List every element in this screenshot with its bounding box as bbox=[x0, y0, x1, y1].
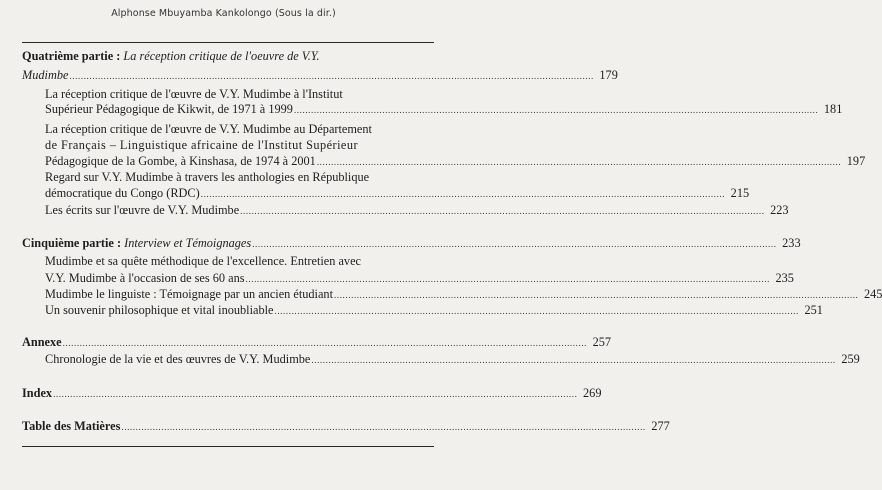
toc-entry bbox=[45, 203, 789, 218]
toc-entry-line: Supérieur Pédagogique de Kikwit, de 1971 à 1999 bbox=[45, 102, 293, 116]
index-page: 269 bbox=[583, 386, 602, 400]
toc-entry bbox=[45, 102, 843, 117]
annexe-page: 257 bbox=[592, 335, 612, 349]
part5-heading bbox=[22, 236, 801, 251]
leader-dots bbox=[121, 420, 645, 434]
toc-entry bbox=[45, 271, 794, 286]
leader-dots bbox=[53, 387, 577, 401]
part5-separator: : bbox=[113, 236, 125, 250]
toc-entry bbox=[45, 303, 823, 318]
leader-dots bbox=[246, 272, 770, 286]
top-rule bbox=[22, 42, 434, 43]
toc-entry-page: 235 bbox=[775, 271, 794, 285]
toc-entry-page: 251 bbox=[804, 303, 823, 317]
toc-entry-line: V.Y. Mudimbe à l'occasion de ses 60 ans bbox=[45, 271, 245, 285]
part4-heading-line1 bbox=[22, 49, 320, 63]
leader-dots bbox=[334, 288, 858, 302]
toc-entry-line: Mudimbe le linguiste : Témoignage par un ancien étudiant bbox=[45, 287, 333, 301]
part5-title: Interview et Témoignages bbox=[124, 236, 252, 250]
part4-heading-line2 bbox=[22, 68, 618, 83]
toc-entry bbox=[45, 186, 750, 201]
toc-entry-page: 245 bbox=[863, 287, 882, 301]
toc-entry-line: Les écrits sur l'œuvre de V.Y. Mudimbe bbox=[45, 203, 240, 217]
toc-entry-line: La réception critique de l'œuvre de V.Y. Mudimbe au Département bbox=[45, 122, 372, 136]
toc-entry-page: 181 bbox=[823, 102, 843, 116]
leader-dots bbox=[63, 336, 587, 350]
toc-entry-line: Un souvenir philosophique et vital inoubliable bbox=[45, 303, 274, 317]
leader-dots bbox=[240, 204, 764, 218]
part4-label: Quatrième partie bbox=[22, 49, 114, 63]
table-label: Table des Matières bbox=[22, 419, 121, 433]
table-page: 277 bbox=[651, 419, 670, 433]
bottom-rule bbox=[22, 446, 434, 447]
toc-entry-line: Mudimbe et sa quête méthodique de l'excellence. Entretien avec bbox=[45, 254, 361, 268]
leader-dots bbox=[311, 353, 835, 367]
part5-label: Cinquième partie bbox=[22, 236, 114, 250]
running-header: Alphonse Mbuyamba Kankolongo (Sous la dir.) bbox=[111, 8, 336, 19]
toc-entry-page: 197 bbox=[846, 154, 866, 168]
leader-dots bbox=[69, 69, 593, 83]
toc-entry bbox=[45, 154, 866, 169]
table-heading bbox=[22, 419, 670, 434]
toc-entry-line: Regard sur V.Y. Mudimbe à travers les anthologies en République bbox=[45, 170, 370, 184]
toc-entry-line: Pédagogique de la Gombe, à Kinshasa, de 1974 à 2001 bbox=[45, 154, 316, 168]
leader-dots bbox=[317, 155, 841, 169]
part4-title-line1: La réception critique de l'oeuvre de V.Y. bbox=[123, 49, 320, 63]
toc-entry-line: de Français – Linguistique africaine de l'Institut Supérieur bbox=[45, 138, 358, 152]
part4-page: 179 bbox=[599, 68, 618, 82]
annexe-label: Annexe bbox=[22, 335, 62, 349]
leader-dots bbox=[252, 237, 776, 251]
toc-entry-page: 215 bbox=[730, 186, 750, 200]
part4-separator: : bbox=[113, 49, 124, 63]
toc-entry bbox=[45, 352, 860, 367]
part5-page: 233 bbox=[782, 236, 801, 250]
toc-entry bbox=[45, 287, 882, 302]
leader-dots bbox=[274, 304, 798, 318]
part4-title-line2: Mudimbe bbox=[22, 68, 69, 82]
toc-entry-line: La réception critique de l'œuvre de V.Y. Mudimbe à l'Institut bbox=[45, 87, 343, 101]
index-heading bbox=[22, 386, 602, 401]
toc-entry-line: démocratique du Congo (RDC) bbox=[45, 186, 200, 200]
leader-dots bbox=[201, 187, 725, 201]
toc-entry-line: Chronologie de la vie et des œuvres de V.Y. Mudimbe bbox=[45, 352, 311, 366]
leader-dots bbox=[294, 103, 818, 117]
index-label: Index bbox=[22, 386, 53, 400]
annexe-heading bbox=[22, 335, 612, 350]
toc-entry-page: 223 bbox=[770, 203, 789, 217]
toc-entry-page: 259 bbox=[841, 352, 860, 366]
